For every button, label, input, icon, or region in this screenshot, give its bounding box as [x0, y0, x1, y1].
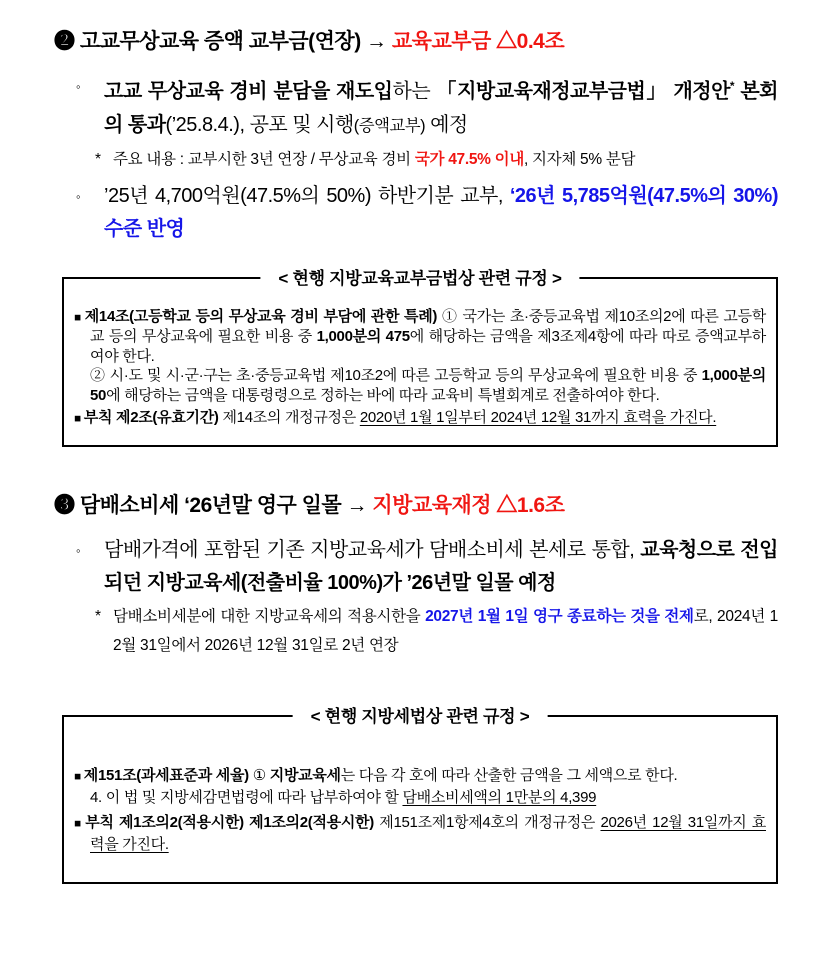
bullet-text: ’25년 4,700억원(47.5%의 50%) 하반기분 교부, ‘26년 5,785억원(47.5%의 30%) 수준 반영: [104, 184, 778, 240]
note-main-contents: [95, 145, 778, 174]
law-paragraph-article151: ■ 제151조(과세표준과 세율) ① 지방교육세는 다음 각 호에 따라 산출한 금액을 그 세액으로 한다.: [74, 766, 678, 784]
circle-bullet-icon: ◦: [76, 188, 81, 204]
law-box-grant-act: [62, 268, 778, 447]
law-paragraph-article14: ■ 제14조(고등학교 등의 무상교육 경비 부담에 관한 특례) ① 국가는 초·중등교육법 제10조의2에 따른 고등학교 등의 무상교육에 필요한 비용 중 1,000분의 475에 해당하는 금액을 제3조제4항에 따라 따로 증액교부하여야 한다.: [74, 307, 766, 365]
law-paragraph-addendum: ■ 부칙 제2조(유효기간) 제14조의 개정규정은 2020년 1월 1일부터 2024년 12월 31까지 효력을 가진다.: [74, 409, 717, 427]
circle-bullet-icon: ◦: [76, 79, 81, 94]
section-free-highschool-grant: [54, 28, 778, 447]
law-paragraph-clause2: ② 시·도 및 시·군·구는 초·중등교육법 제10조2에 따른 고등학교 등의 무상교육에 필요한 비용 중 1,000분의 50에 해당하는 금액을 대통령령으로 정하는 바에 따라 교육비 특별회계로 전출하여야 한다.: [90, 367, 766, 404]
asterisk-icon: *: [95, 607, 101, 625]
circle-bullet-icon: ◦: [76, 542, 81, 558]
asterisk-icon: *: [95, 150, 101, 168]
note-text: 주요 내용 : 교부시한 3년 연장 / 무상교육 경비 국가 47.5% 이내, 지자체 5% 분담: [113, 150, 636, 168]
section-tobacco-tax-sunset: [54, 492, 778, 884]
note-text: 담배소비세분에 대한 지방교육세의 적용시한을 2027년 1월 1일 영구 종료하는 것을 전제로, 2024년 12월 31일에서 2026년 12월 31일로 2년 연장: [113, 607, 778, 654]
law-paragraph-addendum: ■ 부칙 제1조의2(적용시한) 제1조의2(적용시한) 제151조제1항제4호의 개정규정은 2026년 12월 31일까지 효력을 가진다.: [74, 813, 766, 854]
bullet-item-tobacco-merge: [76, 534, 778, 600]
law-box-title: < 현행 지방교육교부금법상 관련 규정 >: [260, 266, 579, 292]
bullet-text: 고교 무상교육 경비 분담을 재도입하는 「지방교육재정교부금법」 개정안* 본회의 통과(’25.8.4.), 공포 및 시행(증액교부) 예정: [104, 79, 778, 136]
law-paragraph-item4: 4. 이 법 및 지방세감면법령에 따라 납부하여야 할 담배소비세액의 1만분의 4,399: [90, 789, 597, 807]
bullet-text: 담배가격에 포함된 기존 지방교육세가 담배소비세 본세로 통합, 교육청으로 전입되던 지방교육세(전출비율 100%)가 ’26년말 일몰 예정: [104, 538, 779, 594]
law-box-title: < 현행 지방세법상 관련 규정 >: [293, 704, 548, 730]
section-2-heading: ❷ 고교무상교육 증액 교부금(연장) → 교육교부금 △0.4조: [54, 30, 565, 53]
note-sunset-extension: [95, 602, 778, 660]
section-3-heading: ❸ 담배소비세 ‘26년말 영구 일몰 → 지방교육재정 △1.6조: [54, 493, 565, 517]
bullet-item-law-amendment: [76, 70, 778, 143]
law-box-local-tax-act: [62, 706, 778, 884]
bullet-item-budget-levels: [76, 180, 778, 246]
